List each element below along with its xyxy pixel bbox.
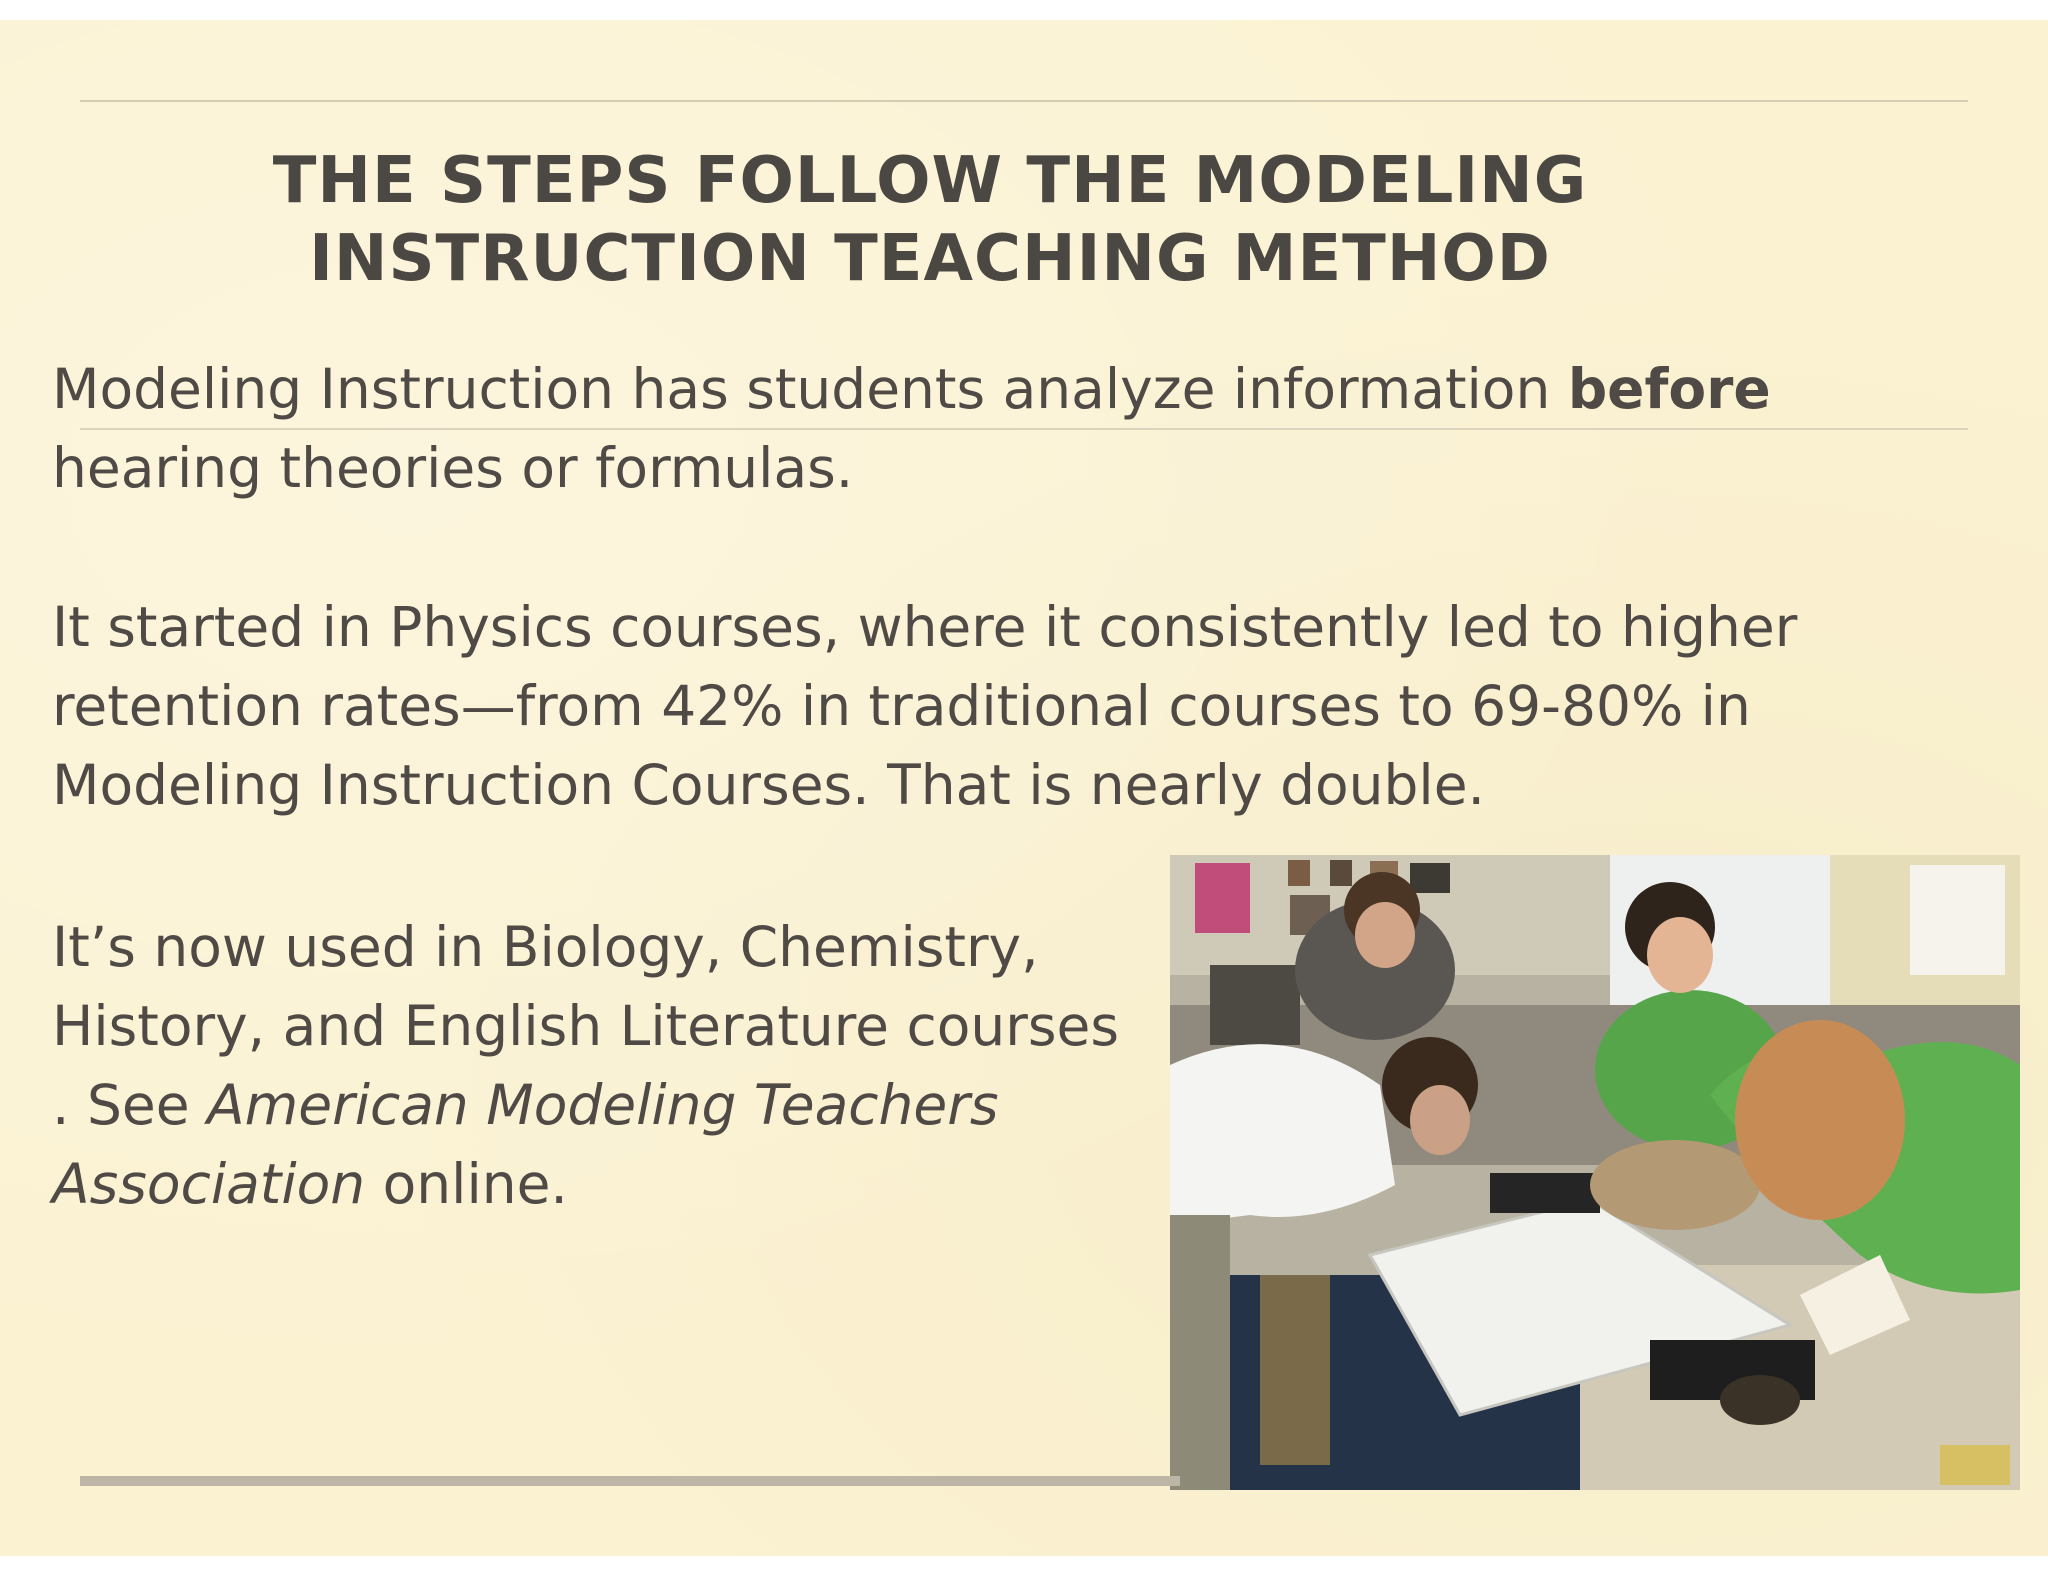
- ampt-name-part1: American Modeling Teachers: [207, 1073, 999, 1137]
- p1-text-start: Modeling Instruction has students analyze information: [52, 357, 1568, 421]
- paragraph-modeling-intro: [52, 350, 1792, 508]
- p3-line-4: [52, 1145, 1152, 1224]
- title-line-1: THE STEPS FOLLOW THE MODELING: [272, 144, 1588, 218]
- p3-line-3: [52, 1066, 1152, 1145]
- slide-title: [150, 142, 1710, 298]
- bottom-accent-bar: [80, 1476, 1180, 1486]
- classroom-photo: [1170, 855, 2020, 1490]
- p1-text-end: hearing theories or formulas.: [52, 436, 854, 500]
- p3-prefix: . See: [52, 1073, 208, 1137]
- top-divider: [80, 100, 1968, 102]
- p3-line-2: History, and English Literature courses: [52, 994, 1119, 1058]
- title-line-2: INSTRUCTION TEACHING METHOD: [309, 222, 1551, 296]
- classroom-photo-icon: [1170, 855, 2020, 1490]
- slide: [0, 20, 2048, 1556]
- paragraph-other-subjects: [52, 908, 1152, 1224]
- p3-suffix: online.: [365, 1152, 568, 1216]
- p1-bold-before: before: [1567, 357, 1771, 421]
- p3-line-1: It’s now used in Biology, Chemistry,: [52, 915, 1039, 979]
- paragraph-physics-retention: It started in Physics courses, where it consistently led to higher retention rates—from 42% in traditional courses to 69-80% in Modeling Instruction Courses. That is nearly double.: [52, 595, 1798, 817]
- ampt-name-part2: Association: [52, 1152, 366, 1216]
